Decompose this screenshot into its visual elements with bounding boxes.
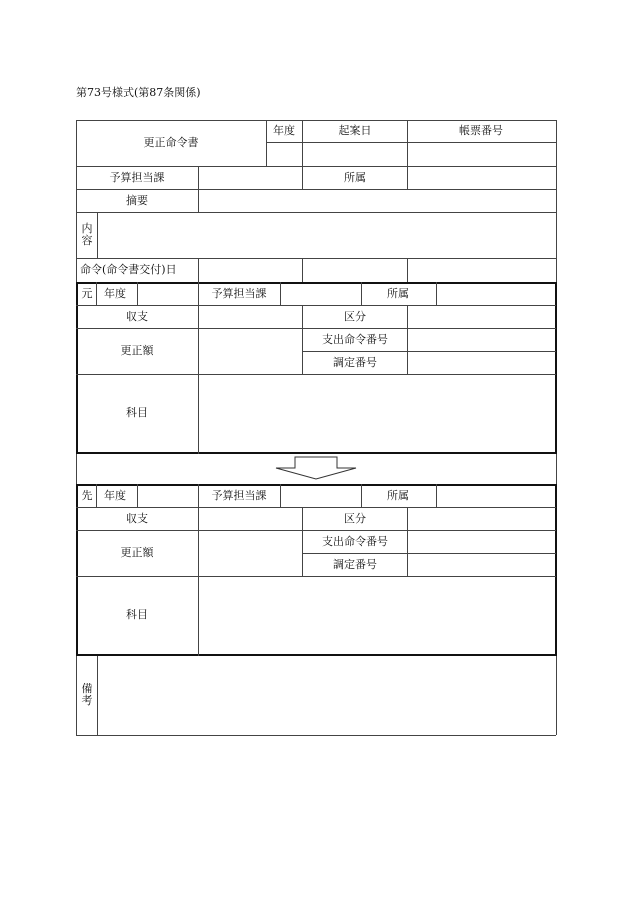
- source-assessment-no-label: 調定番号: [333, 356, 377, 369]
- source-account-item-label: 科目: [126, 406, 148, 419]
- slip-number-label: 帳票番号: [459, 124, 503, 137]
- target-payment-order-no-label: 支出命令番号: [322, 535, 388, 548]
- source-income-expense-field[interactable]: [199, 306, 302, 328]
- summary-field[interactable]: [199, 190, 556, 212]
- source-correction-amount-field[interactable]: [199, 329, 302, 374]
- order-date-field-1[interactable]: [199, 259, 302, 281]
- target-affiliation-label: 所属: [387, 489, 409, 502]
- source-payment-order-no-label: 支出命令番号: [322, 333, 388, 346]
- remarks-field[interactable]: [98, 658, 555, 734]
- source-category-field[interactable]: [408, 306, 555, 328]
- source-affiliation-field[interactable]: [438, 284, 555, 304]
- fiscal-year-field[interactable]: [267, 143, 302, 165]
- source-account-item-field[interactable]: [199, 375, 555, 452]
- target-category-label: 区分: [344, 512, 366, 525]
- source-correction-amount-label: 更正額: [120, 344, 154, 357]
- order-date-label: 命令(命令書交付)日: [80, 263, 177, 276]
- down-arrow-icon: [270, 455, 362, 481]
- source-category-label: 区分: [344, 310, 366, 323]
- source-income-expense-label: 収支: [126, 310, 148, 323]
- fiscal-year-label: 年度: [273, 124, 295, 137]
- source-budget-section-field[interactable]: [282, 284, 360, 304]
- target-budget-section-label: 予算担当課: [211, 489, 267, 502]
- source-affiliation-label: 所属: [387, 287, 409, 300]
- doc-name-label: 更正命令書: [143, 136, 199, 149]
- source-marker: 元: [81, 287, 93, 300]
- budget-section-label: 予算担当課: [109, 171, 165, 184]
- source-fiscal-year-label: 年度: [104, 287, 126, 300]
- target-fiscal-year-field[interactable]: [139, 486, 197, 506]
- summary-label: 摘要: [126, 194, 148, 207]
- target-affiliation-field[interactable]: [438, 486, 555, 506]
- target-payment-order-no-field[interactable]: [408, 531, 555, 553]
- target-assessment-no-field[interactable]: [408, 554, 555, 576]
- target-income-expense-label: 収支: [126, 512, 148, 525]
- slip-number-field[interactable]: [408, 143, 556, 165]
- draft-date-field[interactable]: [303, 143, 407, 165]
- affiliation-field[interactable]: [408, 167, 556, 189]
- budget-section-field[interactable]: [199, 167, 302, 189]
- target-correction-amount-field[interactable]: [199, 531, 302, 576]
- content-field[interactable]: [98, 213, 556, 258]
- target-account-item-field[interactable]: [199, 577, 555, 654]
- source-fiscal-year-field[interactable]: [139, 284, 197, 304]
- content-label: 内容: [81, 222, 93, 247]
- source-payment-order-no-field[interactable]: [408, 329, 555, 351]
- target-account-item-label: 科目: [126, 608, 148, 621]
- target-category-field[interactable]: [408, 508, 555, 530]
- target-marker: 先: [81, 489, 93, 502]
- form-title: 第73号様式(第87条関係): [76, 86, 201, 99]
- order-date-field-3[interactable]: [408, 259, 556, 281]
- affiliation-label: 所属: [344, 171, 366, 184]
- source-assessment-no-field[interactable]: [408, 352, 555, 374]
- remarks-label: 備考: [81, 682, 93, 707]
- target-budget-section-field[interactable]: [282, 486, 360, 506]
- target-fiscal-year-label: 年度: [104, 489, 126, 502]
- target-income-expense-field[interactable]: [199, 508, 302, 530]
- target-correction-amount-label: 更正額: [120, 546, 154, 559]
- target-assessment-no-label: 調定番号: [333, 558, 377, 571]
- draft-date-label: 起案日: [338, 124, 372, 137]
- order-date-field-2[interactable]: [303, 259, 407, 281]
- source-budget-section-label: 予算担当課: [211, 287, 267, 300]
